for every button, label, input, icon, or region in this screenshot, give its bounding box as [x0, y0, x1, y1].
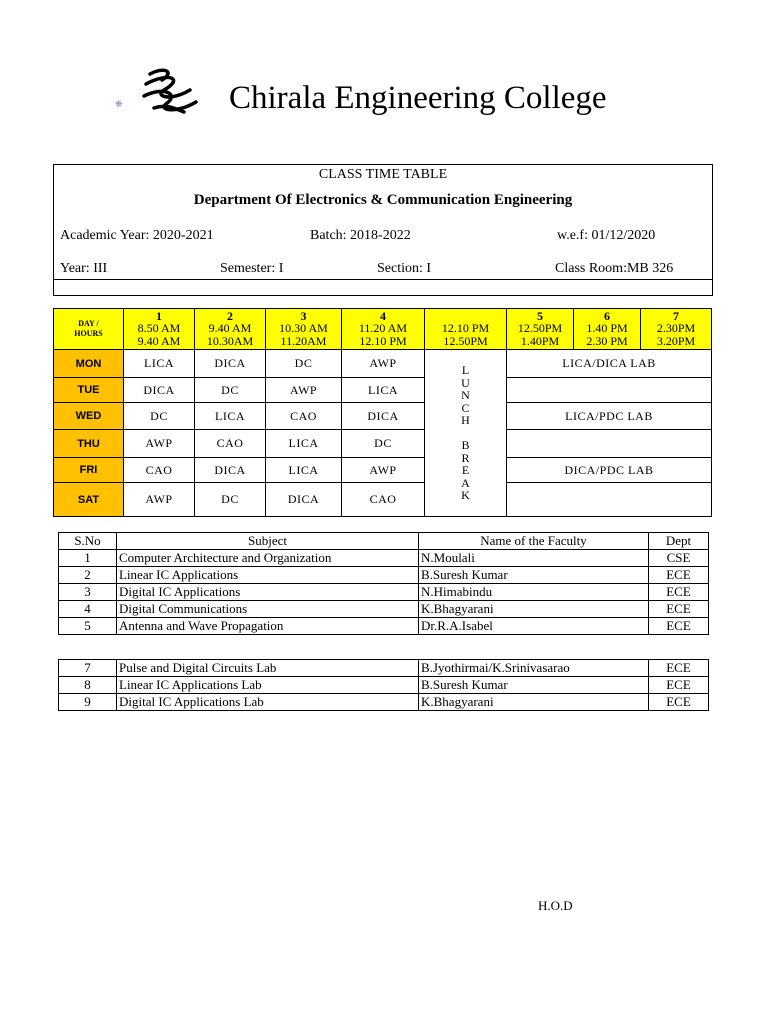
- class-cell: DICA: [266, 483, 342, 517]
- dept-cell: ECE: [649, 584, 709, 601]
- class-cell: AWP: [266, 378, 342, 403]
- table-row: [59, 618, 709, 635]
- day-label: MON: [54, 350, 124, 378]
- dept-cell: ECE: [649, 618, 709, 635]
- college-logo-icon: [140, 64, 202, 116]
- faculty-cell: K.Bhagyarani: [419, 601, 649, 618]
- class-cell: LICA: [124, 350, 195, 378]
- timetable-header-box: [53, 164, 713, 296]
- table-row: [59, 694, 709, 711]
- class-cell: LICA: [195, 403, 266, 430]
- subject-cell: Antenna and Wave Propagation: [117, 618, 419, 635]
- dept-cell: ECE: [649, 601, 709, 618]
- year: Year: III: [60, 261, 108, 276]
- sno-cell: 1: [59, 550, 117, 567]
- class-cell: AWP: [342, 350, 425, 378]
- dept-cell: ECE: [649, 660, 709, 677]
- day-label: THU: [54, 430, 124, 458]
- header-title: CLASS TIME TABLE: [318, 167, 448, 182]
- faculty-cell: B.Suresh Kumar: [419, 567, 649, 584]
- period-header: 3 10.30 AM 11.20AM: [266, 309, 342, 350]
- class-cell: DICA: [195, 458, 266, 483]
- afternoon-lab-cell: [507, 483, 712, 517]
- class-timetable: [53, 308, 712, 517]
- class-cell: LICA: [266, 458, 342, 483]
- header-divider: [54, 279, 712, 280]
- semester: Semester: I: [220, 261, 284, 276]
- faculty-cell: K.Bhagyarani: [419, 694, 649, 711]
- afternoon-lab-cell: DICA/PDC LAB: [507, 458, 712, 483]
- class-cell: CAO: [342, 483, 425, 517]
- subject-cell: Digital Communications: [117, 601, 419, 618]
- class-cell: CAO: [266, 403, 342, 430]
- college-name: Chirala Engineering College: [229, 80, 607, 116]
- sno-cell: 4: [59, 601, 117, 618]
- section: Section: I: [377, 261, 432, 276]
- day-label: SAT: [54, 483, 124, 517]
- period-header: 7 2.30PM 3.20PM: [641, 309, 712, 350]
- class-cell: DC: [266, 350, 342, 378]
- class-cell: LICA: [266, 430, 342, 458]
- batch: Batch: 2018-2022: [310, 228, 411, 243]
- faculty-cell: N.Moulali: [419, 550, 649, 567]
- subject-cell: Digital IC Applications Lab: [117, 694, 419, 711]
- academic-year: Academic Year: 2020-2021: [60, 228, 214, 243]
- table-row: [59, 567, 709, 584]
- timetable-row: [54, 458, 712, 483]
- lunch-break-cell: L U N C H B R E A K: [425, 350, 507, 517]
- subject-header: Subject: [117, 533, 419, 550]
- class-cell: CAO: [195, 430, 266, 458]
- class-room: Class Room:MB 326: [555, 261, 674, 276]
- period-header: 5 12.50PM 1.40PM: [507, 309, 574, 350]
- afternoon-lab-cell: [507, 430, 712, 458]
- dept-header: Dept: [649, 533, 709, 550]
- lunch-period-header: 12.10 PM 12.50PM: [425, 309, 507, 350]
- sno-cell: 7: [59, 660, 117, 677]
- timetable-row: [54, 378, 712, 403]
- sno-cell: 3: [59, 584, 117, 601]
- timetable-header-row: [54, 309, 712, 350]
- faculty-header: Name of the Faculty: [419, 533, 649, 550]
- class-cell: DICA: [195, 350, 266, 378]
- period-header: 6 1.40 PM 2.30 PM: [574, 309, 641, 350]
- faculty-cell: B.Suresh Kumar: [419, 677, 649, 694]
- class-cell: DC: [342, 430, 425, 458]
- hod-signature: H.O.D: [538, 898, 573, 913]
- timetable-row: [54, 430, 712, 458]
- class-cell: CAO: [124, 458, 195, 483]
- table-row: [59, 601, 709, 618]
- table-row: [59, 677, 709, 694]
- subjects-header-row: [59, 533, 709, 550]
- department-name: Department Of Electronics & Communication Engineering: [193, 192, 573, 208]
- period-header: 2 9.40 AM 10.30AM: [195, 309, 266, 350]
- wef-date: w.e.f: 01/12/2020: [557, 228, 656, 243]
- sno-header: S.No: [59, 533, 117, 550]
- dept-cell: ECE: [649, 567, 709, 584]
- class-cell: DC: [195, 378, 266, 403]
- faculty-cell: N.Himabindu: [419, 584, 649, 601]
- table-row: [59, 550, 709, 567]
- labs-table: [58, 659, 709, 711]
- period-header: 4 11.20 AM 12.10 PM: [342, 309, 425, 350]
- subject-cell: Linear IC Applications Lab: [117, 677, 419, 694]
- class-cell: AWP: [124, 483, 195, 517]
- class-cell: DC: [195, 483, 266, 517]
- class-cell: AWP: [342, 458, 425, 483]
- subject-cell: Pulse and Digital Circuits Lab: [117, 660, 419, 677]
- sno-cell: 9: [59, 694, 117, 711]
- timetable-row: [54, 483, 712, 517]
- dept-cell: ECE: [649, 677, 709, 694]
- class-cell: AWP: [124, 430, 195, 458]
- subject-cell: Digital IC Applications: [117, 584, 419, 601]
- table-row: [59, 660, 709, 677]
- class-cell: DICA: [124, 378, 195, 403]
- sno-cell: 5: [59, 618, 117, 635]
- afternoon-lab-cell: [507, 378, 712, 403]
- faculty-cell: Dr.R.A.Isabel: [419, 618, 649, 635]
- small-mark-icon: ❈: [115, 100, 123, 110]
- subjects-table: [58, 532, 709, 635]
- class-cell: DICA: [342, 403, 425, 430]
- sno-cell: 2: [59, 567, 117, 584]
- dept-cell: CSE: [649, 550, 709, 567]
- class-cell: LICA: [342, 378, 425, 403]
- day-label: TUE: [54, 378, 124, 403]
- table-row: [59, 584, 709, 601]
- day-label: FRI: [54, 458, 124, 483]
- class-cell: DC: [124, 403, 195, 430]
- subject-cell: Computer Architecture and Organization: [117, 550, 419, 567]
- timetable-row: [54, 350, 712, 378]
- afternoon-lab-cell: LICA/DICA LAB: [507, 350, 712, 378]
- afternoon-lab-cell: LICA/PDC LAB: [507, 403, 712, 430]
- sno-cell: 8: [59, 677, 117, 694]
- subject-cell: Linear IC Applications: [117, 567, 419, 584]
- period-header: 1 8.50 AM 9.40 AM: [124, 309, 195, 350]
- timetable-row: [54, 403, 712, 430]
- day-label: WED: [54, 403, 124, 430]
- day-hours-corner: DAY / HOURS: [54, 309, 124, 350]
- dept-cell: ECE: [649, 694, 709, 711]
- faculty-cell: B.Jyothirmai/K.Srinivasarao: [419, 660, 649, 677]
